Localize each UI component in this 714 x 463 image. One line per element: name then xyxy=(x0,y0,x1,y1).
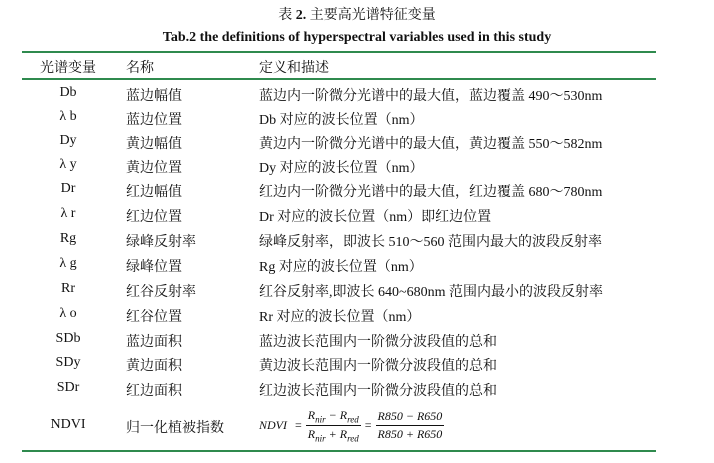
ndvi-variable: NDVI xyxy=(50,417,86,432)
row-name: 蓝边位置 xyxy=(126,113,182,128)
row-name: 绿峰反射率 xyxy=(126,235,196,250)
row-variable: Dr xyxy=(60,181,76,196)
formula-fraction-symbolic: $\frac{R_{nir} - R_{red}}{R_{nir} + R_{red}}$ xyxy=(307,408,359,444)
table-row xyxy=(0,231,714,255)
header-variable: 光谱变量 xyxy=(40,61,96,76)
table-row xyxy=(0,85,714,109)
row-variable: λ o xyxy=(59,306,77,321)
row-variable: SDb xyxy=(55,331,81,346)
row-name: 红边幅值 xyxy=(126,185,182,200)
row-description: 红边内一阶微分光谱中的最大值，红边覆盖 680～780nm xyxy=(259,185,603,200)
row-variable: λ g xyxy=(59,256,77,271)
table-row xyxy=(0,355,714,379)
caption-cn-prefix: 表 xyxy=(278,8,293,23)
header-name: 名称 xyxy=(126,61,154,76)
row-name: 红边位置 xyxy=(126,210,182,225)
row-name: 红边面积 xyxy=(126,384,182,399)
row-variable: Db xyxy=(59,85,77,100)
table-row xyxy=(0,256,714,280)
row-variable: SDr xyxy=(56,380,80,395)
row-description: 红谷反射率,即波长 640~680nm 范围内最小的波段反射率 xyxy=(259,285,603,300)
caption-cn-title: 主要高光谱特征变量 xyxy=(309,8,436,23)
formula-lhs: NDVI xyxy=(259,418,287,433)
row-name: 黄边幅值 xyxy=(126,137,182,152)
row-description: 红边波长范围内一阶微分波段值的总和 xyxy=(259,384,497,399)
table-row xyxy=(0,109,714,133)
row-variable: λ b xyxy=(59,109,77,124)
row-name: 红谷位置 xyxy=(126,310,182,325)
row-name: 红谷反射率 xyxy=(126,285,196,300)
row-description: 绿峰反射率，即波长 510～560 范围内最大的波段反射率 xyxy=(259,235,602,250)
row-name: 绿峰位置 xyxy=(126,260,182,275)
row-name: 蓝边面积 xyxy=(126,335,182,350)
table-top-rule xyxy=(22,51,656,53)
table-row xyxy=(0,133,714,157)
caption-cn xyxy=(0,4,714,24)
row-variable: λ r xyxy=(60,206,76,221)
ndvi-formula: NDVI = $\frac{R_{nir} - R_{red}}{R_{nir} + R_{red}}$ = $\frac{R850 - R650}{R850 + R650}$ xyxy=(259,408,443,444)
table-row xyxy=(0,331,714,355)
row-variable: Rr xyxy=(61,281,75,296)
row-variable: SDy xyxy=(55,355,81,370)
row-variable: Dy xyxy=(59,133,77,148)
formula-fraction-numeric: $\frac{R850 - R650}{R850 + R650}$ xyxy=(377,409,443,442)
row-description: Db 对应的波长位置（nm） xyxy=(259,113,424,128)
caption-en: Tab.2 the definitions of hyperspectral variables used in this study xyxy=(162,30,552,45)
ndvi-name: 归一化植被指数 xyxy=(126,421,224,436)
table-row xyxy=(0,281,714,305)
table-row xyxy=(0,181,714,205)
table-row xyxy=(0,380,714,404)
row-description: 黄边内一阶微分光谱中的最大值，黄边覆盖 550～582nm xyxy=(259,137,603,152)
table-row xyxy=(0,206,714,230)
row-description: 蓝边波长范围内一阶微分波段值的总和 xyxy=(259,335,497,350)
table-header-rule xyxy=(22,78,656,80)
row-description: 黄边波长范围内一阶微分波段值的总和 xyxy=(259,359,497,374)
caption-cn-number: 2. xyxy=(295,8,307,23)
row-description: Rr 对应的波长位置（nm） xyxy=(259,310,421,325)
table-row xyxy=(0,157,714,181)
row-description: Rg 对应的波长位置（nm） xyxy=(259,260,423,275)
table-row xyxy=(0,306,714,330)
row-description: Dy 对应的波长位置（nm） xyxy=(259,161,424,176)
row-name: 黄边位置 xyxy=(126,161,182,176)
row-name: 蓝边幅值 xyxy=(126,89,182,104)
table-bottom-rule xyxy=(22,450,656,452)
header-definition: 定义和描述 xyxy=(259,61,329,76)
row-name: 黄边面积 xyxy=(126,359,182,374)
row-description: 蓝边内一阶微分光谱中的最大值，蓝边覆盖 490～530nm xyxy=(259,89,603,104)
row-variable: Rg xyxy=(59,231,77,246)
row-description: Dr 对应的波长位置（nm）即红边位置 xyxy=(259,210,492,225)
row-variable: λ y xyxy=(59,157,77,172)
